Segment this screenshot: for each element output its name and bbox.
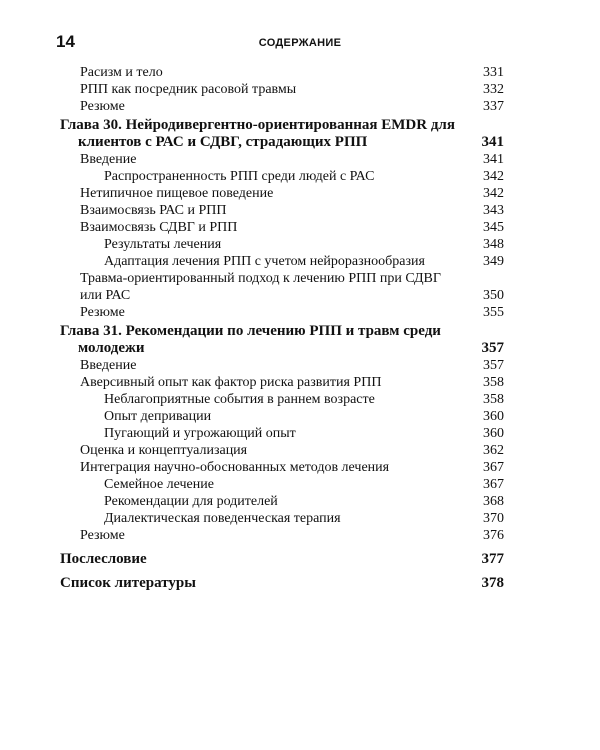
toc-entry-page: 343: [483, 203, 504, 218]
toc-entry: [60, 527, 504, 544]
running-header: СОДЕРЖАНИЕ: [258, 37, 342, 49]
toc-entry-title: Список литературы: [60, 575, 196, 591]
toc-entry-title: Резюме: [80, 305, 125, 320]
toc-entry: [60, 442, 504, 459]
toc-entry: [60, 253, 504, 270]
toc-entry-page: 357: [483, 358, 504, 373]
toc-entry: [60, 270, 504, 304]
toc-entry-title: Введение: [80, 358, 137, 373]
toc-entry: [60, 304, 504, 321]
toc-entry-page: 370: [483, 511, 504, 526]
toc-entry-page: 368: [483, 494, 504, 509]
table-of-contents: [60, 64, 504, 592]
toc-entry-title: Послесловие: [60, 551, 147, 567]
toc-entry: [60, 425, 504, 442]
toc-entry: [60, 168, 504, 185]
toc-entry: [60, 459, 504, 476]
toc-entry-page: 360: [483, 426, 504, 441]
toc-entry: [60, 151, 504, 168]
toc-entry-page: 342: [483, 186, 504, 201]
toc-entry-title: РПП как посредник расовой травмы: [80, 82, 297, 97]
toc-entry-page: 350: [483, 288, 504, 303]
toc-entry-page: 337: [483, 99, 504, 114]
toc-entry: [60, 476, 504, 493]
toc-entry-title: Результаты лечения: [104, 237, 222, 252]
toc-entry-title: Травма-ориентированный подход к лечению РПП при СДВГ или РАС: [80, 271, 441, 303]
toc-entry-page: 367: [483, 477, 504, 492]
toc-entry-title: Взаимосвязь СДВГ и РПП: [80, 220, 238, 235]
toc-entry-title: Глава 30. Нейродивергентно-ориентированная EMDR для клиентов с РАС и СДВГ, страдающих РПП: [60, 117, 455, 150]
toc-entry-title: Взаимосвязь РАС и РПП: [80, 203, 227, 218]
toc-entry: [60, 185, 504, 202]
toc-entry-page: 342: [483, 169, 504, 184]
toc-entry-page: 367: [483, 460, 504, 475]
toc-entry-title: Аверсивный опыт как фактор риска развития РПП: [80, 375, 382, 390]
toc-entry: [60, 357, 504, 374]
toc-entry-title: Неблагоприятные события в раннем возрасте: [104, 392, 375, 407]
toc-entry: [60, 98, 504, 115]
toc-entry-title: Расизм и тело: [80, 65, 163, 80]
toc-entry-page: 360: [483, 409, 504, 424]
toc-entry-page: 358: [483, 375, 504, 390]
toc-entry-title: Рекомендации для родителей: [104, 494, 278, 509]
toc-entry-title: Диалектическая поведенческая терапия: [104, 511, 341, 526]
toc-entry: [60, 81, 504, 98]
toc-entry-page: 348: [483, 237, 504, 252]
toc-entry: [60, 374, 504, 391]
toc-entry: [60, 510, 504, 527]
toc-entry-title: Пугающий и угрожающий опыт: [104, 426, 296, 441]
toc-major-entry: [60, 551, 504, 568]
toc-entry-page: 377: [481, 551, 504, 567]
toc-entry-page: 341: [481, 134, 504, 150]
toc-entry: [60, 236, 504, 253]
page-number: 14: [56, 32, 75, 51]
toc-entry-title: Введение: [80, 152, 137, 167]
toc-entry-title: Адаптация лечения РПП с учетом нейроразнообразия: [104, 254, 425, 269]
toc-entry-page: 332: [483, 82, 504, 97]
toc-entry-title: Оценка и концептуализация: [80, 443, 248, 458]
toc-entry-page: 358: [483, 392, 504, 407]
toc-entry-page: 355: [483, 305, 504, 320]
toc-entry-title: Интеграция научно-обоснованных методов лечения: [80, 460, 390, 475]
toc-entry-page: 378: [481, 575, 504, 591]
toc-entry-title: Распространенность РПП среди людей с РАС: [104, 169, 375, 184]
toc-chapter-entry: [60, 117, 504, 151]
toc-entry-title: Нетипичное пищевое поведение: [80, 186, 274, 201]
toc-entry-title: Резюме: [80, 99, 125, 114]
toc-entry-title: Глава 31. Рекомендации по лечению РПП и травм среди молодежи: [60, 323, 441, 356]
toc-entry-title: Опыт депривации: [104, 409, 212, 424]
toc-entry-page: 341: [483, 152, 504, 167]
toc-entry: [60, 219, 504, 236]
toc-entry-page: 331: [483, 65, 504, 80]
toc-entry: [60, 391, 504, 408]
toc-entry-page: 357: [481, 340, 504, 356]
toc-entry: [60, 408, 504, 425]
toc-entry-title: Резюме: [80, 528, 125, 543]
toc-entry-page: 376: [483, 528, 504, 543]
toc-chapter-entry: [60, 323, 504, 357]
toc-entry-page: 349: [483, 254, 504, 269]
toc-entry-title: Семейное лечение: [104, 477, 214, 492]
toc-entry-page: 345: [483, 220, 504, 235]
toc-entry: [60, 493, 504, 510]
toc-entry-page: 362: [483, 443, 504, 458]
toc-major-entry: [60, 575, 504, 592]
toc-entry: [60, 202, 504, 219]
toc-entry: [60, 64, 504, 81]
